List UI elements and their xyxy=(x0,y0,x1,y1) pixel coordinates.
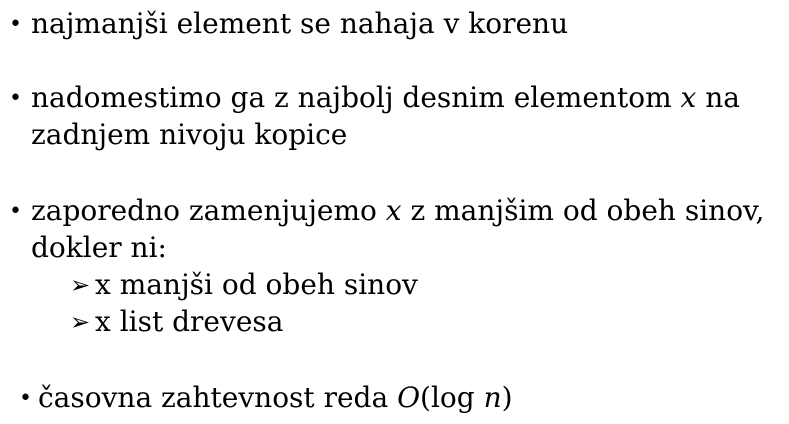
text-run: zaporedno zamenjujemo xyxy=(31,194,386,227)
sub-bullet-text: x list drevesa xyxy=(95,305,284,338)
bullet-text-line-1 xyxy=(31,192,764,229)
text-run: (log xyxy=(420,381,484,414)
bullet-text: najmanjši element se nahaja v korenu xyxy=(31,7,569,40)
sub-bullet-text: x manjši od obeh sinov xyxy=(95,268,418,301)
text-run: nadomestimo ga z najbolj desnim elementom xyxy=(31,81,681,114)
text-run: na xyxy=(696,81,740,114)
bullet-text-line-2: dokler ni: xyxy=(31,231,167,264)
bullet-text-line-1 xyxy=(31,79,740,116)
text-run: z manjšim od obeh sinov, xyxy=(401,194,765,227)
bullet-text xyxy=(38,379,513,416)
big-o: O xyxy=(397,381,421,414)
arrow-bullet-icon: ➢ xyxy=(70,271,91,299)
arrow-bullet-icon: ➢ xyxy=(70,308,91,336)
text-run: ) xyxy=(501,381,513,414)
bullet-dot: • xyxy=(9,86,22,111)
variable-x: x xyxy=(385,194,402,227)
variable-n: n xyxy=(483,381,502,414)
text-run: časovna zahtevnost reda xyxy=(38,381,398,414)
bullet-dot: • xyxy=(19,386,32,411)
bullet-dot: • xyxy=(9,12,22,37)
bullet-dot: • xyxy=(9,199,22,224)
bullet-text-line-2: zadnjem nivoju kopice xyxy=(31,118,348,151)
variable-x: x xyxy=(680,81,697,114)
